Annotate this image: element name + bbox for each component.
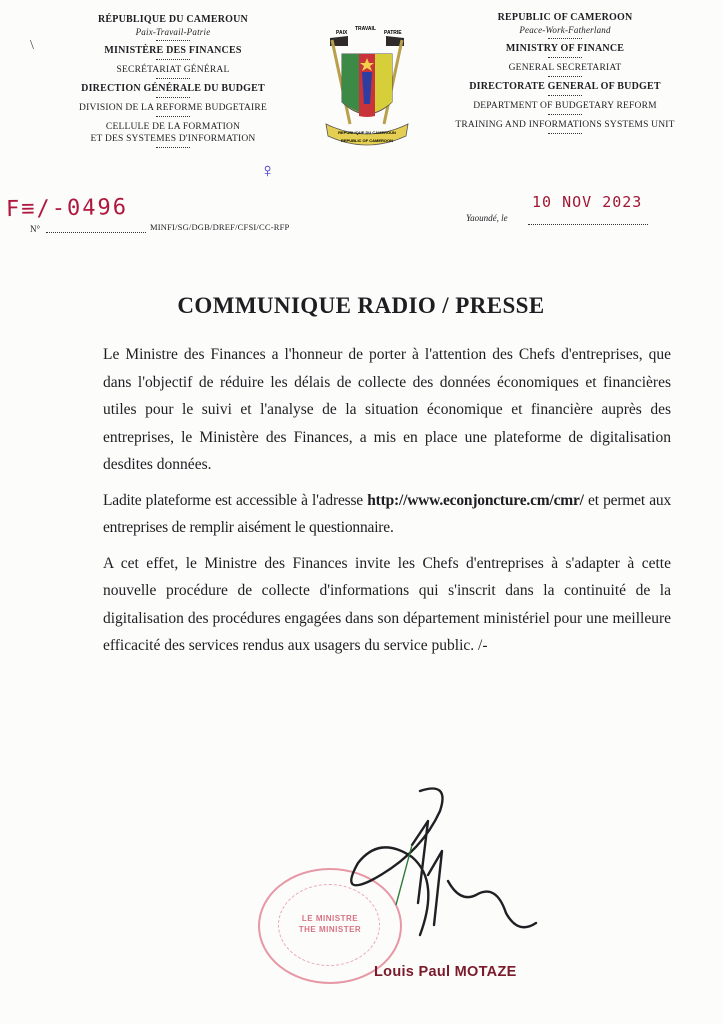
separator <box>548 76 582 77</box>
secretariat-en: GENERAL SECRETARIAT <box>508 63 622 73</box>
reference-no-label: N° <box>30 224 41 234</box>
unit-fr-line1: CELLULE DE LA FORMATION <box>105 122 241 132</box>
unit-fr-line2: ET DES SYSTEMES D'INFORMATION <box>90 134 256 144</box>
ministry-fr: MINISTÈRE DES FINANCES <box>104 45 242 56</box>
separator <box>156 97 190 98</box>
dateline-place: Yaoundé, le <box>466 213 508 223</box>
header-english <box>430 12 700 138</box>
header-french <box>48 14 298 152</box>
separator <box>548 133 582 134</box>
handwritten-signature <box>300 785 540 965</box>
directorate-en: DIRECTORATE GENERAL OF BUDGET <box>469 81 661 92</box>
paragraph-2 <box>103 487 671 542</box>
separator <box>156 116 190 117</box>
reference-underline <box>46 232 146 233</box>
motto-fr: Paix-Travail-Patrie <box>135 27 211 37</box>
secretariat-fr: SECRÉTARIAT GÉNÉRAL <box>116 65 230 75</box>
handwritten-reference-number: F≡/-0496 <box>5 194 129 223</box>
page-title: COMMUNIQUE RADIO / PRESSE <box>177 293 545 318</box>
stamp-text-minister-en: THE MINISTER <box>298 925 362 934</box>
stamp-text-minister: LE MINISTRE <box>301 914 359 923</box>
signer-name: Louis Paul MOTAZE <box>374 964 517 980</box>
date-stamp: 10 NOV 2023 <box>532 193 643 211</box>
separator <box>156 40 190 41</box>
emblem-banner-en: REPUBLIC OF CAMEROON <box>341 138 393 143</box>
separator <box>156 147 190 148</box>
emblem-banner: REPUBLIQUE DU CAMEROUN <box>338 130 396 135</box>
separator <box>548 57 582 58</box>
motto-en: Peace-Work-Fatherland <box>519 25 611 35</box>
department-en: DEPARTMENT OF BUDGETARY REFORM <box>473 101 657 111</box>
margin-mark: \ <box>30 38 34 53</box>
separator <box>156 59 190 60</box>
paragraph-2-tail: et permet aux entreprises de remplir aisément le questionnaire. <box>103 491 671 536</box>
handwritten-initial-icon: ♀ <box>260 160 275 182</box>
paragraph-2-lead: Ladite plateforme est accessible à l'adresse <box>103 491 368 509</box>
unit-en: TRAINING AND INFORMATIONS SYSTEMS UNIT <box>455 120 675 130</box>
date-underline <box>528 224 648 225</box>
country-en: REPUBLIC OF CAMEROON <box>497 12 633 23</box>
separator <box>156 78 190 79</box>
platform-url-link[interactable]: http://www.econjoncture.cm/cmr/ <box>367 491 584 509</box>
ministry-en: MINISTRY OF FINANCE <box>505 43 625 54</box>
separator <box>548 95 582 96</box>
division-fr: DIVISION DE LA REFORME BUDGETAIRE <box>79 103 267 113</box>
paragraph-1: Le Ministre des Finances a l'honneur de porter à l'attention des Chefs d'entreprises, que dans l'objectif de réduire les délais de collecte des données économiques et financières utiles pour le suivi et l'analyse de la situation économique et financière auprès des entreprises, le Ministère des Finances, a mis en place une plateforme de digitalisation desdites données. <box>103 346 671 473</box>
paragraph-3: A cet effet, le Ministre des Finances invite les Chefs d'entreprises à s'adapter à cette nouvelle procédure de collecte d'informations qui s'inscrit dans la continuité de la digitalisation des procédures engagées dans son département ministériel pour une meilleure efficacité des services rendus aux usagers du service public. /- <box>103 554 671 654</box>
separator <box>548 114 582 115</box>
communique-body <box>103 341 671 668</box>
directorate-fr: DIRECTION GÉNÉRALE DU BUDGET <box>81 83 265 94</box>
emblem-motto-left: PAIX <box>336 30 348 36</box>
coat-of-arms-emblem <box>322 24 412 156</box>
emblem-motto-center: TRAVAIL <box>355 26 376 32</box>
reference-code: MINFI/SG/DGB/DREF/CFSI/CC-RFP <box>150 222 290 232</box>
separator <box>548 38 582 39</box>
country-fr: RÉPUBLIQUE DU CAMEROUN <box>98 14 248 25</box>
emblem-motto-right: PATRIE <box>384 30 402 36</box>
